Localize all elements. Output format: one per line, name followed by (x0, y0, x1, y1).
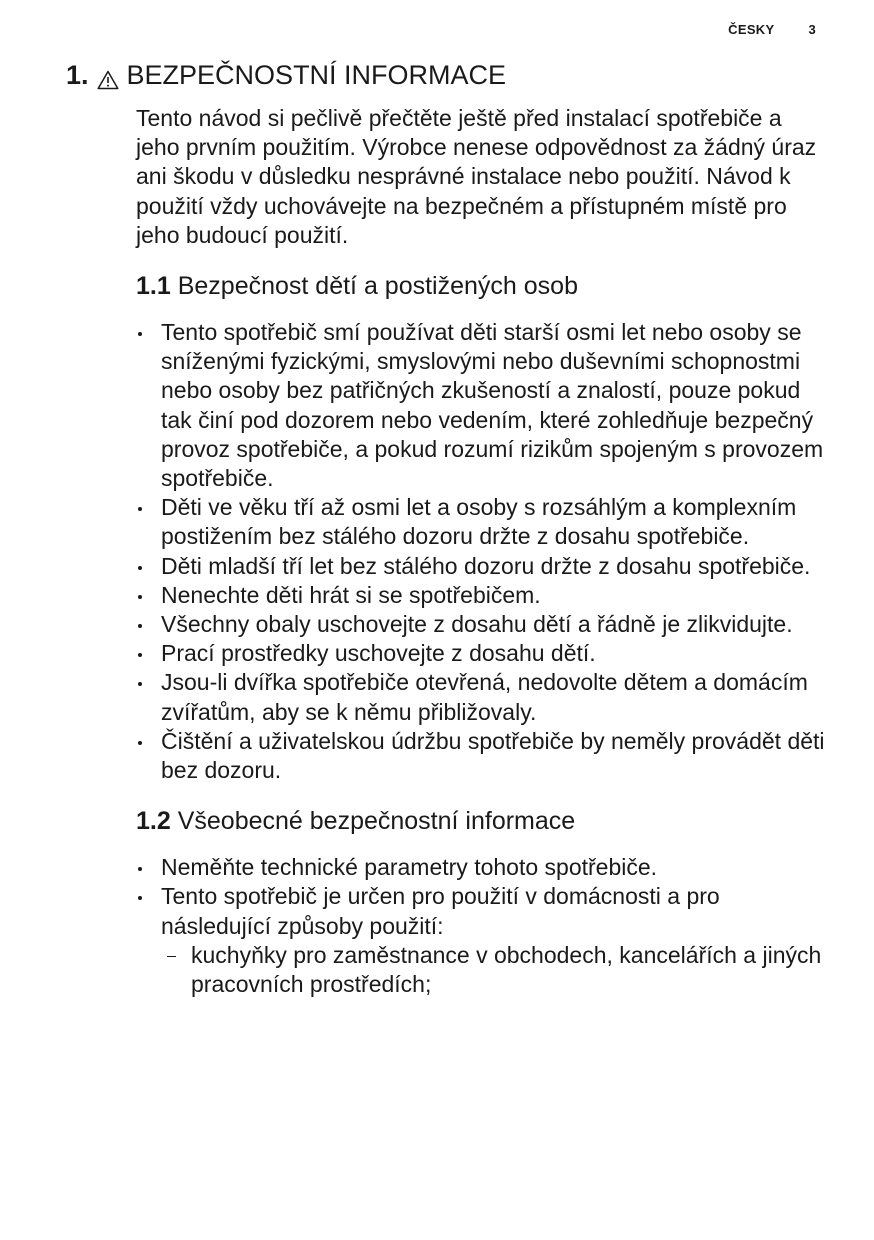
page-header (728, 22, 816, 37)
section-number: 1. (66, 60, 89, 90)
list-item-text: Tento spotřebič je určen pro použití v domácnosti a pro následující způsoby použití: (161, 883, 720, 939)
subsection-2-number: 1.2 (136, 807, 171, 836)
subsection-2-title: Všeobecné bezpečnostní informace (177, 807, 576, 836)
list-item: Jsou-li dvířka spotřebiče otevřená, nedovolte dětem a domácím zvířatům, aby se k němu přibližovaly. (136, 668, 826, 726)
list-item: Děti mladší tří let bez stálého dozoru držte z dosahu spotřebiče. (136, 552, 826, 581)
sub-list (161, 941, 826, 999)
subsection-1-title: Bezpečnost dětí a postižených osob (177, 272, 578, 301)
section-title-text: BEZPEČNOSTNÍ INFORMACE (126, 60, 507, 90)
list-item: Čištění a uživatelskou údržbu spotřebiče by neměly provádět děti bez dozoru. (136, 727, 826, 785)
language-label: ČESKY (728, 22, 775, 37)
list-item (136, 882, 826, 999)
list-item: Prací prostředky uschovejte z dosahu dětí. (136, 639, 826, 668)
subsection-1-list (136, 318, 826, 785)
intro-paragraph: Tento návod si pečlivě přečtěte ještě před instalací spotřebiče a jeho prvním použitím. Výrobce nenese odpovědnost za žádný úraz ani škodu v důsledku nesprávné instalace nebo použití. Návod k použití vždy uchovávejte na bezpečném a přístupném místě pro jeho budoucí použití. (136, 105, 817, 248)
subsection-1-number: 1.1 (136, 272, 171, 301)
subsection-2-list (136, 853, 826, 999)
subsection-1-heading (136, 270, 826, 302)
list-item: Všechny obaly uschovejte z dosahu dětí a řádně je zlikvidujte. (136, 610, 826, 639)
warning-icon (97, 66, 119, 86)
list-item: Tento spotřebič smí používat děti starší osmi let nebo osoby se sníženými fyzickými, smyslovými nebo duševními schopnostmi nebo osoby bez patřičných zkušeností a znalostí, pouze pokud tak činí pod dozorem nebo vedením, které zohledňuje bezpečný provoz spotřebiče, a pokud rozumí rizikům spojeným s provozem spotřebiče. (136, 318, 826, 493)
section-title (66, 60, 506, 91)
page-number: 3 (808, 22, 816, 37)
sub-list-item: kuchyňky pro zaměstnance v obchodech, kancelářích a jiných pracovních prostředích; (161, 941, 826, 999)
content-column (136, 104, 826, 999)
subsection-2-heading (136, 805, 826, 837)
list-item: Děti ve věku tří až osmi let a osoby s rozsáhlým a komplexním postižením bez stálého dozoru držte z dosahu spotřebiče. (136, 493, 826, 551)
list-item: Nenechte děti hrát si se spotřebičem. (136, 581, 826, 610)
list-item: Neměňte technické parametry tohoto spotřebiče. (136, 853, 826, 882)
